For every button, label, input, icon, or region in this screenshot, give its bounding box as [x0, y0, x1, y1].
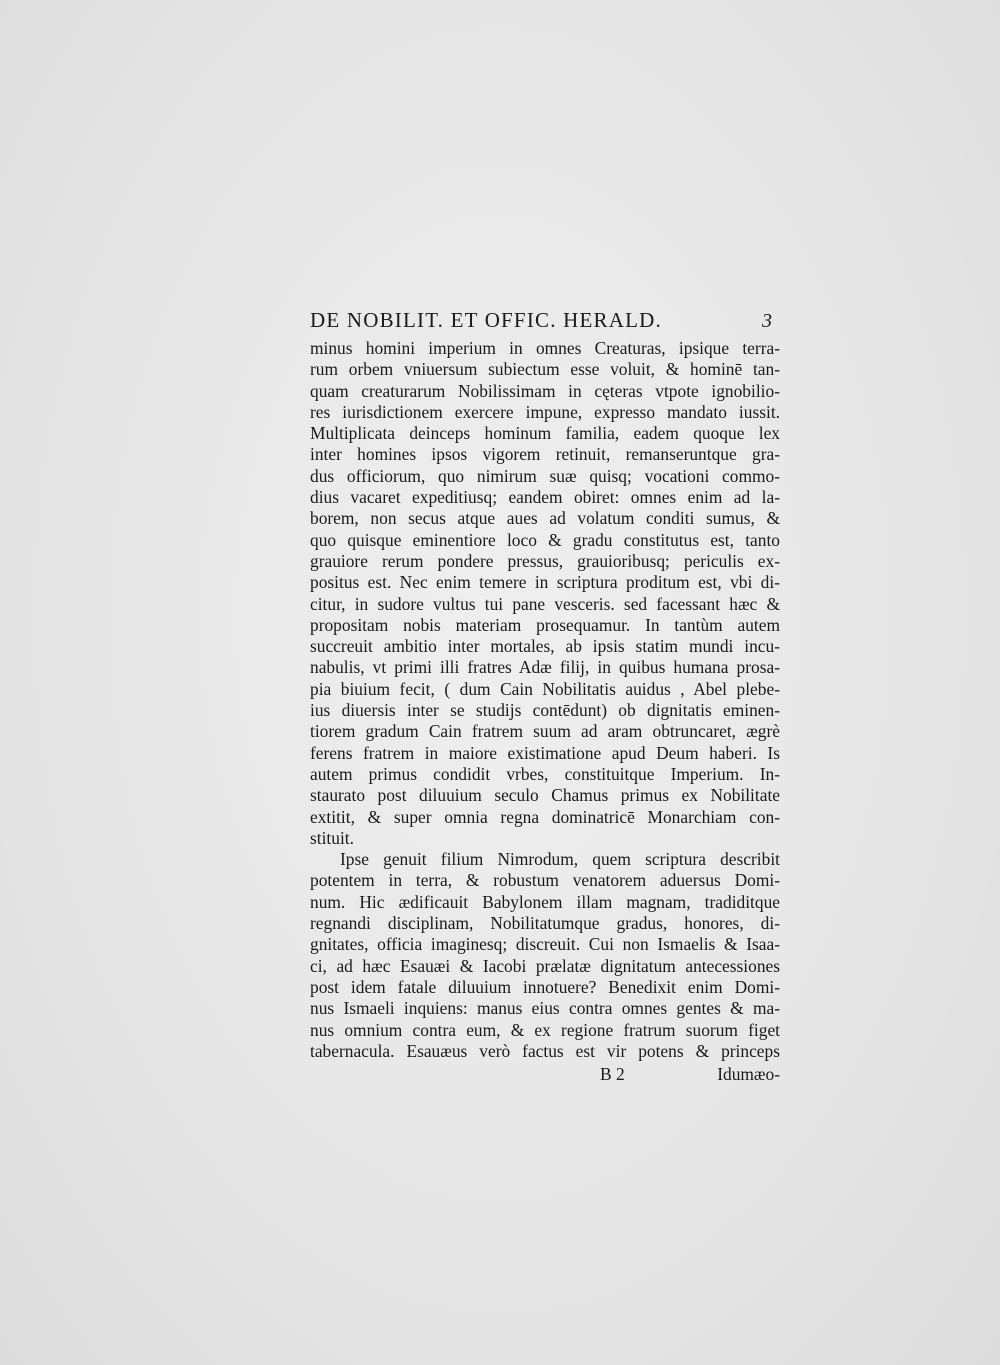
page-number: 3: [762, 310, 772, 332]
text-line: borem, non secus atque aues ad volatum conditi sumus, &: [310, 508, 780, 529]
running-head: [310, 308, 780, 338]
text-line: propositam nobis materiam prosequamur. In tantùm autem: [310, 614, 780, 635]
text-line: tabernacula. Esauæus verò factus est vir potens & princeps: [310, 1040, 780, 1061]
text-line: positus est. Nec enim temere in scriptura proditum est, vbi di-: [310, 572, 780, 593]
text-line: ci, ad hæc Esauæi & Iacobi prælatæ dignitatum antecessiones: [310, 955, 780, 976]
text-line: inter homines ipsos vigorem retinuit, remanseruntque gra-: [310, 444, 780, 465]
page-footer: [310, 1063, 780, 1085]
paragraph: [310, 338, 780, 849]
text-line: quo quisque eminentiore loco & gradu constitutus est, tanto: [310, 529, 780, 550]
text-line: Ipse genuit filium Nimrodum, quem scriptura describit: [340, 849, 780, 870]
text-line: tiorem gradum Cain fratrem suum ad aram obtruncaret, ægrè: [310, 721, 780, 742]
text-line: ius diuersis inter se studijs contēdunt) ob dignitatis eminen-: [310, 700, 780, 721]
text-line: ferens fratrem in maiore existimatione apud Deum haberi. Is: [310, 742, 780, 763]
text-line: staurato post diluuium seculo Chamus primus ex Nobilitate: [310, 785, 780, 806]
text-line: citur, in sudore vultus tui pane vesceris. sed facessant hæc &: [310, 593, 780, 614]
text-line: minus homini imperium in omnes Creaturas, ipsique terra-: [310, 338, 780, 358]
text-line: nus omnium contra eum, & ex regione fratrum suorum figet: [310, 1019, 780, 1040]
text-line: dus officiorum, quo nimirum suæ quisq; vocationi commo-: [310, 465, 780, 486]
text-line: Multiplicata deinceps hominum familia, eadem quoque lex: [310, 423, 780, 444]
text-line: regnandi disciplinam, Nobilitatumque gradus, honores, di-: [310, 913, 780, 934]
text-line: succreuit ambitio inter mortales, ab ipsis statim mundi incu-: [310, 636, 780, 657]
text-line: rum orbem vniuersum subiectum esse voluit, & hominē tan-: [310, 359, 780, 380]
text-line: res iurisdictionem exercere impune, expresso mandato iussit.: [310, 401, 780, 422]
text-line: dius vacaret expeditiusq; eandem obiret: omnes enim ad la-: [310, 487, 780, 508]
text-line: autem primus condidit vrbes, constituitque Imperium. In-: [310, 763, 780, 784]
text-line: gnitates, officia imaginesq; discreuit. Cui non Ismaelis & Isaa-: [310, 934, 780, 955]
text-line: nabulis, vt primi illi fratres Adæ filij, in quibus humana prosa-: [310, 657, 780, 678]
text-line: num. Hic ædificauit Babylonem illam magnam, tradiditque: [310, 891, 780, 912]
text-line: nus Ismaeli inquiens: manus eius contra omnes gentes & ma-: [310, 998, 780, 1019]
text-line: post idem fatale diluuium innotuere? Benedixit enim Domi-: [310, 976, 780, 997]
paragraph: [310, 849, 780, 1062]
text-line: pia biuium fecit, ( dum Cain Nobilitatis auidus , Abel plebe-: [310, 678, 780, 699]
catchword: Idumæo-: [717, 1064, 780, 1085]
text-line: extitit, & super omnia regna dominatricē Monarchiam con-: [310, 806, 780, 827]
text-block: [310, 308, 780, 1085]
text-line: stituit.: [310, 827, 354, 848]
signature-mark: B 2: [600, 1064, 625, 1085]
text-line: potentem in terra, & robustum venatorem aduersus Domi-: [310, 870, 780, 891]
text-line: grauiore rerum pondere pressus, grauioribusq; periculis ex-: [310, 550, 780, 571]
running-title: DE NOBILIT. ET OFFIC. HERALD.: [310, 308, 662, 332]
body-text: [310, 338, 780, 1062]
text-line: quam creaturarum Nobilissimam in cęteras vtpote ignobilio-: [310, 380, 780, 401]
